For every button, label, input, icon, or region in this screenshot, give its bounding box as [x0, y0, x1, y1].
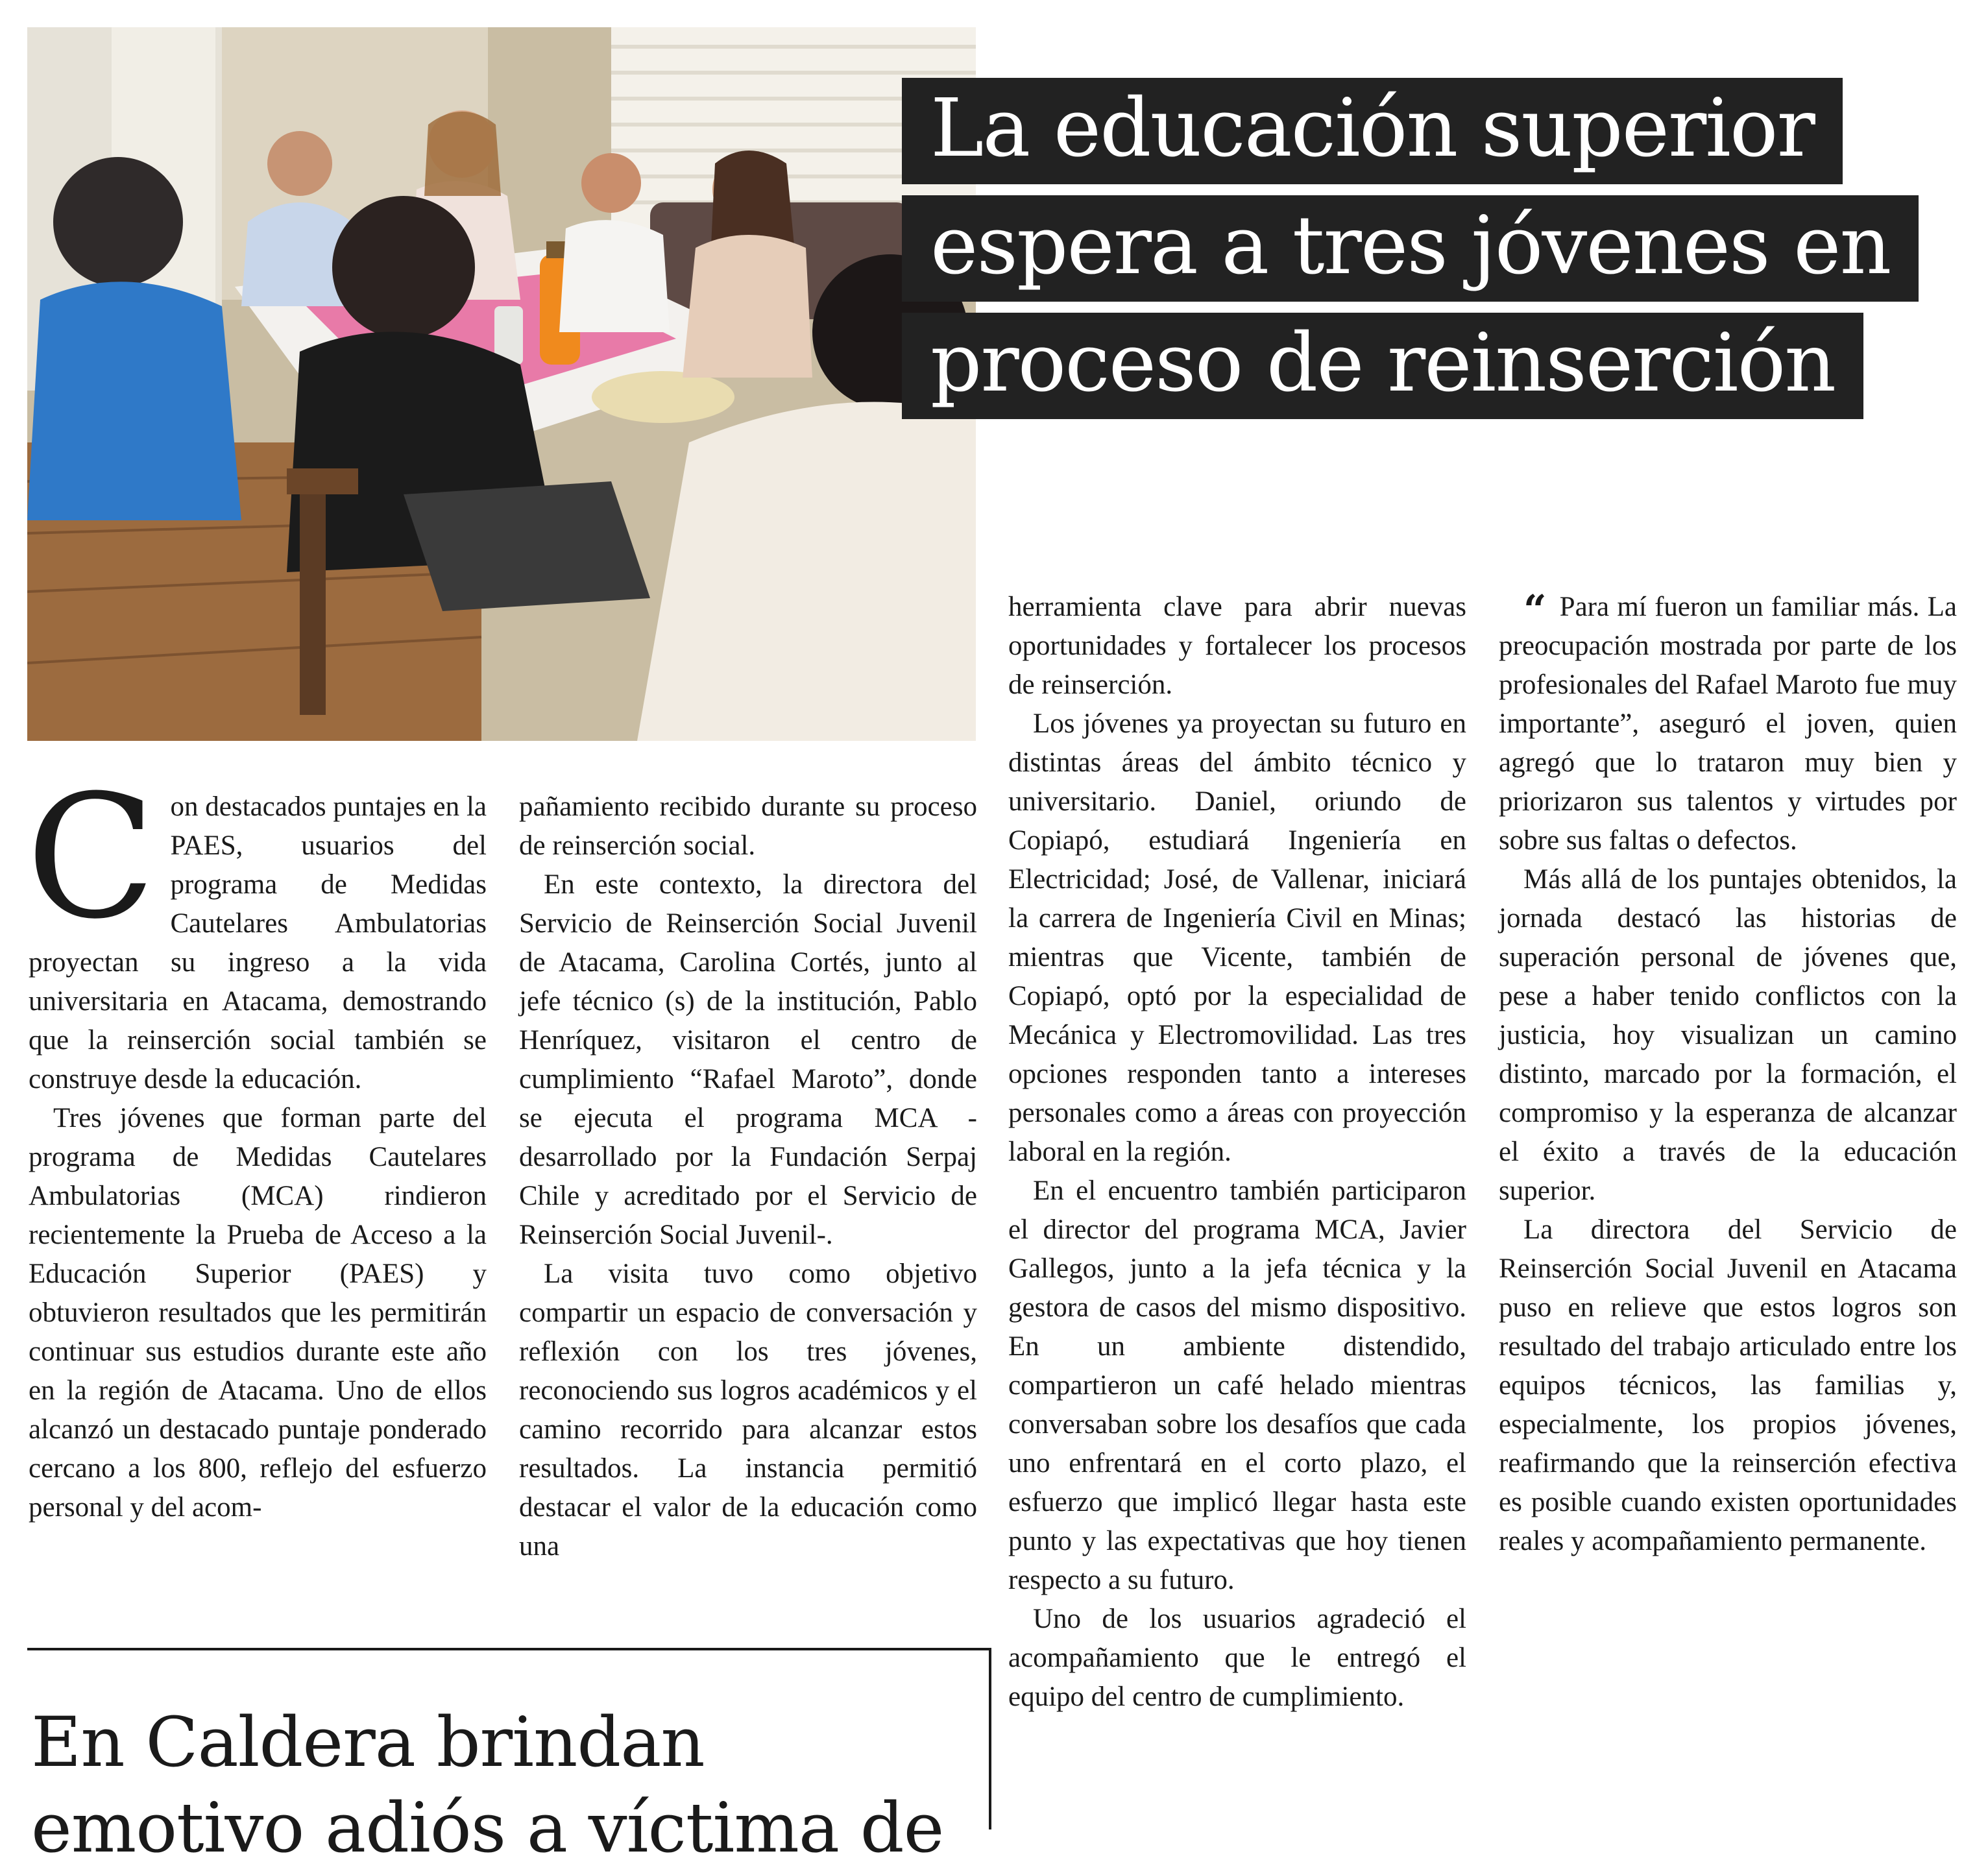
lead-text: on destacados puntajes en la PAES, usuarios del programa de Medidas Cautelares Ambulatorias proyectan su ingreso a la vida universitaria en Atacama, demostrando que la reinserción social también se construye desde la educación.: [29, 791, 487, 1094]
article-column-3: [1008, 588, 1466, 1717]
body-paragraph: La visita tuvo como objetivo compartir un espacio de conversación y reflexión con los tres jóvenes, reconociendo sus logros académicos y el camino recorrido para alcanzar estos resultados. La instancia permitió destacar el valor de la educación como una: [519, 1259, 977, 1562]
quote-text: Para mí fueron un familiar más. La preocupación mostrada por parte de los profesionales del Rafael Maroto fue muy importante”, aseguró el joven, quien agregó que lo trataron muy bien y priorizaron sus talentos y virtudes por sobre sus faltas o defectos.: [1499, 592, 1957, 856]
body-paragraph: Tres jóvenes que forman parte del programa de Medidas Cautelares Ambulatorias (MCA) rindieron recientemente la Prueba de Acceso a la Educación Superior (PAES) y obtuvieron resultados que les permitirán continuar sus estudios durante este año en la región de Atacama. Uno de ellos alcanzó un destacado puntaje ponderado cercano a los 800, reflejo del esfuerzo personal y del acom-: [29, 1103, 487, 1523]
article-column-1: [26, 758, 487, 1527]
body-paragraph: pañamiento recibido durante su proceso de reinserción social.: [519, 791, 977, 861]
body-paragraph: En el encuentro también participaron el director del programa MCA, Javier Gallegos, junto a la jefa técnica y la gestora de casos del mismo dispositivo. En un ambiente distendido, compartieron un café helado mientras conversaban sobre los desafíos que cada uno enfrentará en el corto plazo, el esfuerzo que implicó llegar hasta este punto y las expectativas que hoy tienen respecto a su futuro.: [1008, 1176, 1466, 1595]
quote-mark: “: [1523, 586, 1547, 633]
group-meeting-photo-icon: [27, 27, 976, 741]
article-column-2: [519, 788, 977, 1566]
body-paragraph: Uno de los usuarios agradeció el acompañamiento que le entregó el equipo del centro de cumplimiento.: [1008, 1604, 1466, 1712]
story-divider-horizontal: [27, 1648, 990, 1650]
body-paragraph: La directora del Servicio de Reinserción Social Juvenil en Atacama puso en relieve que estos logros son resultado del trabajo articulado entre los equipos técnicos, las familias y, especialmente, los propios jóvenes, reafirmando que la reinserción efectiva es posible cuando existen oportunidades reales y acompañamiento permanente.: [1499, 1214, 1957, 1556]
article-photo: [27, 27, 976, 741]
story-divider-vertical: [989, 1648, 991, 1829]
article-headline: [902, 70, 1914, 422]
body-paragraph: Los jóvenes ya proyectan su futuro en distintas áreas del ámbito técnico y universitario. Daniel, oriundo de Copiapó, estudiará Ingeniería en Electricidad; José, de Vallenar, iniciará la carrera de Ingeniería Civil en Minas; mientras que Vicente, también de Copiapó, optó por la especialidad de Mecánica y Electromovilidad. Las tres opciones responden tanto a intereses personales como a áreas con proyección laboral en la región.: [1008, 708, 1466, 1167]
quote-paragraph: [1499, 588, 1957, 860]
drop-cap: C: [26, 758, 156, 956]
article-column-4: [1499, 588, 1957, 1561]
body-paragraph: En este contexto, la directora del Servicio de Reinserción Social Juvenil de Atacama, Carolina Cortés, junto al jefe técnico (s) de la institución, Pablo Henríquez, visitaron el centro de cumplimiento “Rafael Maroto”, donde se ejecuta el programa MCA -desarrollado por la Fundación Serpaj Chile y acreditado por el Servicio de Reinserción Social Juvenil-.: [519, 869, 977, 1250]
body-paragraph: Más allá de los puntajes obtenidos, la jornada destacó las historias de superación personal de jóvenes que, pese a haber tenido conflictos con la justicia, hoy visualizan un camino distinto, marcado por la formación, el compromiso y la esperanza de alcanzar el éxito a través de la educación superior.: [1499, 864, 1957, 1206]
second-story-headline: En Caldera brindan emotivo adiós a víctima de: [31, 1702, 944, 1868]
body-paragraph: herramienta clave para abrir nuevas oportunidades y fortalecer los procesos de reinserción.: [1008, 592, 1466, 700]
headline-text: La educación superior espera a tres jóvenes en proceso de reinserción: [902, 78, 1919, 419]
lead-paragraph: [26, 758, 487, 1099]
